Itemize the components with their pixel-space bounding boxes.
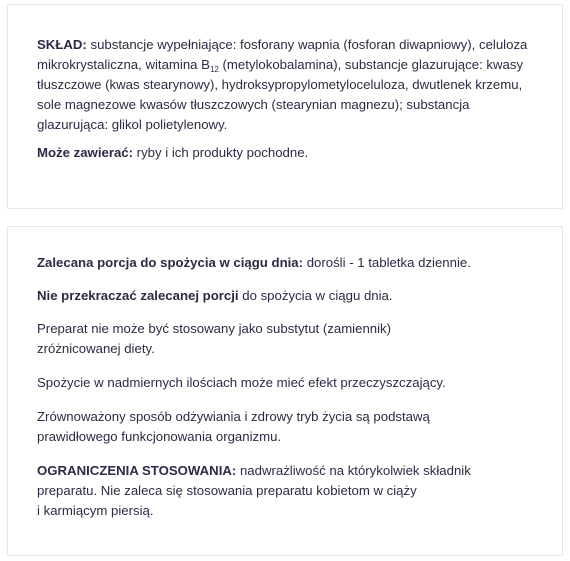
composition-panel bbox=[7, 4, 563, 209]
lifestyle-line-1: Zrównoważony sposób odżywiania i zdrowy tryb życia są podstawą bbox=[37, 409, 430, 424]
composition-text-b: (metylokobalamina), substancje glazurujące: kwasy tłuszczowe (kwas stearynowy), hydroksypropylometyloceluloza, dwutlenek krzemu, sole magnezowe kwasów tłuszczowych (stearynian magnezu); substancja glazurująca: glikol polietylenowy. bbox=[37, 57, 524, 132]
lifestyle-line-2: prawidłowego funkcjonowania organizmu. bbox=[37, 429, 282, 444]
laxative-paragraph bbox=[37, 373, 534, 393]
lifestyle-paragraph bbox=[37, 407, 534, 447]
do-not-exceed-label: Nie przekraczać zalecanej porcji bbox=[37, 288, 239, 303]
restrictions-line-3: i karmiącym piersią. bbox=[37, 503, 154, 518]
usage-panel bbox=[7, 226, 563, 556]
composition-text-a: substancje wypełniające: fosforany wapnia (fosforan diwapniowy), celuloza mikrokrystaliczna, witamina B bbox=[37, 37, 528, 72]
restrictions-label: OGRANICZENIA STOSOWANIA: bbox=[37, 463, 237, 478]
substitute-line-2: zróżnicowanej diety. bbox=[37, 341, 155, 356]
dosage-paragraph bbox=[37, 253, 534, 273]
may-contain-paragraph bbox=[37, 143, 534, 163]
substitute-line-1: Preparat nie może być stosowany jako substytut (zamiennik) bbox=[37, 321, 392, 336]
laxative-text: Spożycie w nadmiernych ilościach może mieć efekt przeczyszczający. bbox=[37, 375, 446, 390]
restrictions-paragraph bbox=[37, 461, 534, 521]
dosage-text: dorośli - 1 tabletka dziennie. bbox=[303, 255, 471, 270]
may-contain-label: Może zawierać: bbox=[37, 145, 134, 160]
composition-label: SKŁAD: bbox=[37, 37, 87, 52]
dosage-label: Zalecana porcja do spożycia w ciągu dnia: bbox=[37, 255, 304, 270]
restrictions-line-2: preparatu. Nie zaleca się stosowania preparatu kobietom w ciąży bbox=[37, 483, 417, 498]
do-not-exceed-text: do spożycia w ciągu dnia. bbox=[238, 288, 393, 303]
vitamin-subscript: 12 bbox=[209, 65, 219, 74]
substitute-paragraph bbox=[37, 319, 534, 359]
restrictions-text-a: nadwrażliwość na którykolwiek składnik bbox=[236, 463, 471, 478]
may-contain-text: ryby i ich produkty pochodne. bbox=[133, 145, 309, 160]
composition-paragraph bbox=[37, 35, 534, 135]
do-not-exceed-paragraph bbox=[37, 286, 534, 306]
